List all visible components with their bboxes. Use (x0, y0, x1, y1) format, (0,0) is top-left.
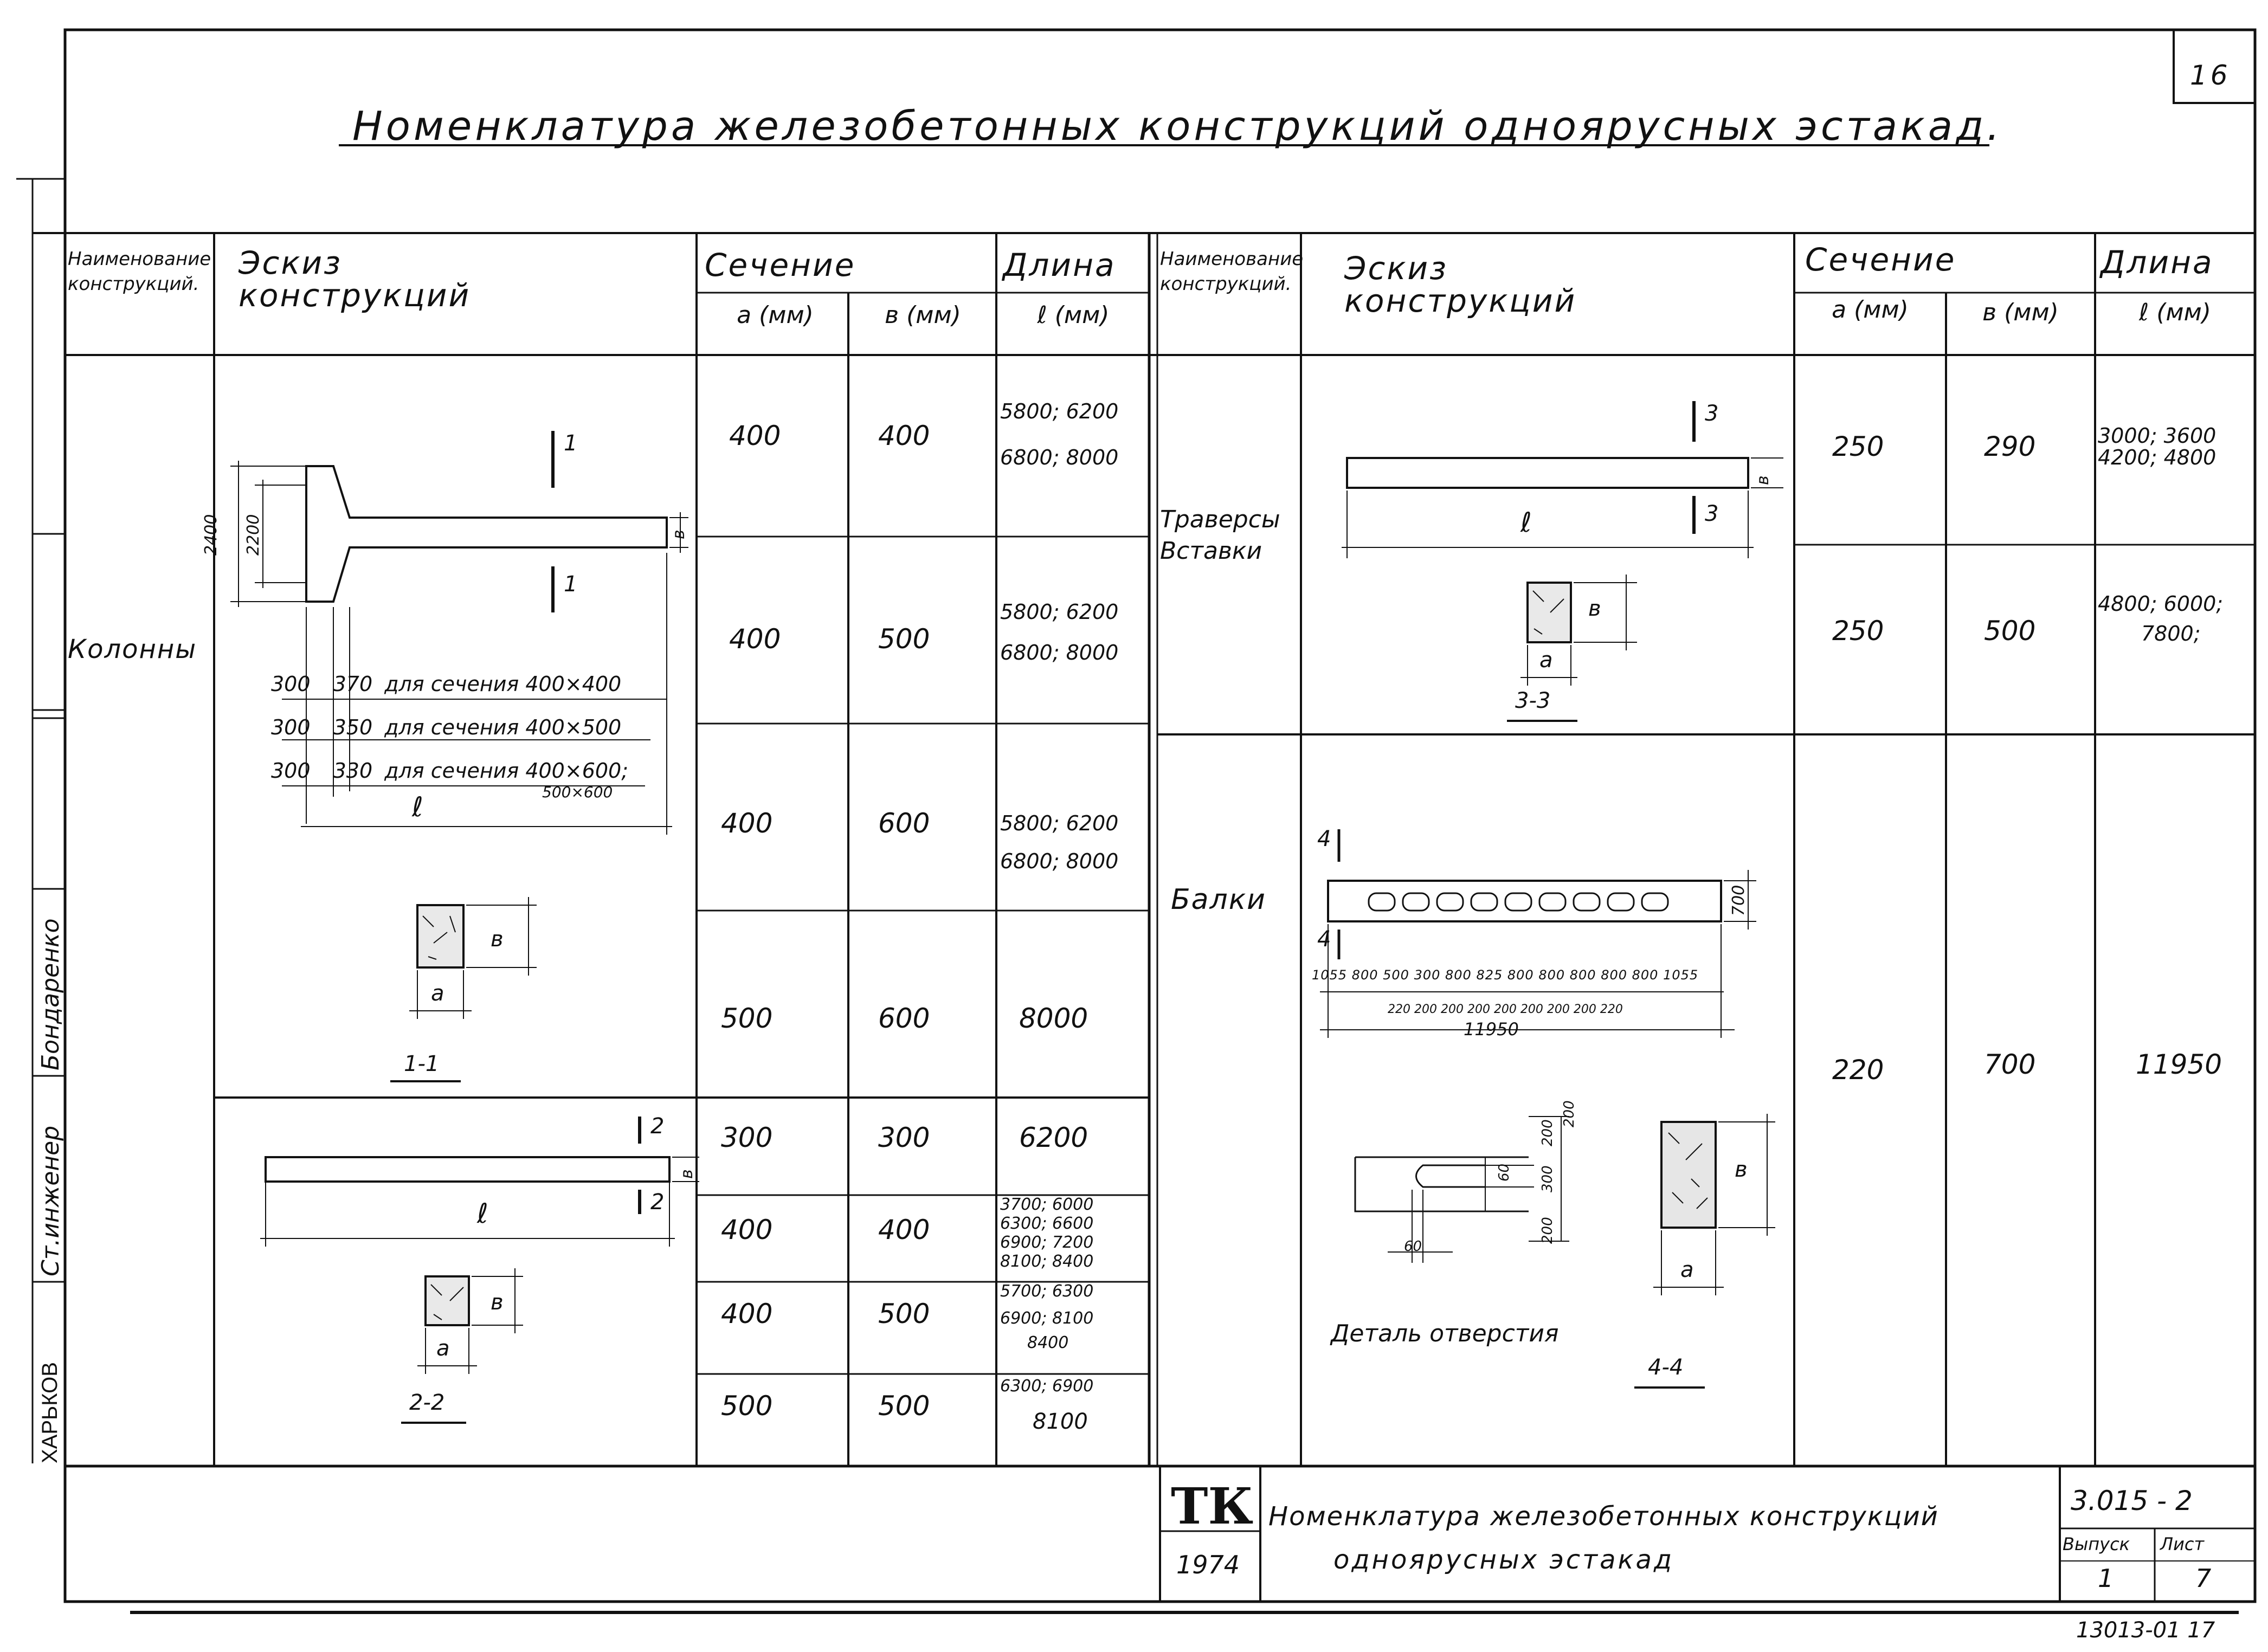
section-3-label: 3-3 (1515, 688, 1551, 713)
cut-mark-4-top: 4 (1317, 827, 1331, 851)
header-name-right: Наименование конструкций. (1160, 248, 1304, 295)
cell-a: 400 (729, 420, 781, 451)
cell-l: 3000; 3600 (2098, 424, 2217, 448)
dim-beam-height: 700 (1729, 885, 1748, 916)
note-text: для сечения 400×500 (384, 715, 622, 739)
header-sketch-left: Эскиз конструкций (239, 244, 471, 314)
cut-mark-2-bottom: 2 (650, 1190, 665, 1215)
tk-logo: ТК (1171, 1477, 1254, 1535)
header-name-left: Наименование конструкций. (68, 248, 211, 295)
cell-l: 4800; 6000; (2098, 592, 2224, 616)
header-section-left: Сечение (705, 247, 856, 283)
note-dim1: 300 (271, 759, 311, 783)
section-3-b: в (1588, 596, 1601, 621)
header-length-right: Длина (2101, 244, 2214, 281)
section-2-b: в (491, 1290, 504, 1315)
group-columns: Колонны (68, 634, 197, 664)
cell-a: 400 (721, 1214, 773, 1246)
group-traverse (1160, 504, 1280, 567)
detail-label: Деталь отверстия (1331, 1320, 1559, 1347)
cell-l: 5800; 6200 (1000, 811, 1119, 835)
traverse-sketch (1342, 401, 1783, 721)
cell-a: 250 (1832, 615, 1884, 647)
group-traverse-line2: Вставки (1160, 537, 1262, 565)
header-section-right: Сечение (1805, 241, 1956, 278)
note-dim2: 350 (333, 715, 373, 739)
note-dim1: 300 (271, 672, 311, 696)
header-a-right: а (мм) (1832, 296, 1909, 324)
note-text: для сечения 400×400 (384, 672, 622, 696)
cell-l: 6800; 8000 (1000, 446, 1119, 469)
cell-l: 7800; (2141, 622, 2201, 646)
dim-b-mark: в (669, 530, 688, 539)
cell-l: 5800; 6200 (1000, 399, 1119, 423)
cell-a: 300 (721, 1122, 773, 1153)
cut-mark-2-top: 2 (650, 1114, 665, 1139)
cell-b: 500 (878, 1390, 930, 1422)
cell-l: 6200 (1019, 1122, 1088, 1153)
beam-sketch (1320, 829, 1775, 1388)
detail-dim-60-bottom: 60 (1404, 1238, 1422, 1255)
cell-a: 500 (721, 1390, 773, 1422)
note-400x500 (271, 715, 621, 739)
group-traverse-line1: Траверсы (1160, 506, 1280, 533)
cell-l: 6900; 8100 (1000, 1309, 1094, 1328)
cell-l: 5800; 6200 (1000, 600, 1119, 624)
cell-b: 290 (1984, 431, 2036, 462)
section-2-a: а (436, 1336, 450, 1361)
page-title: Номенклатура железобетонных конструкций одноярусных эстакад. (352, 103, 2003, 150)
stamp-vypusk-label: Выпуск (2063, 1534, 2130, 1554)
cell-l: 6900; 7200 (1000, 1233, 1094, 1252)
detail-dim-200a: 200 (1539, 1119, 1556, 1146)
stamp-code: 3.015 - 2 (2071, 1485, 2193, 1517)
side-city: ХАРЬКОВ (38, 1362, 62, 1463)
cell-b: 400 (878, 420, 930, 451)
cell-l: 5700; 6300 (1000, 1282, 1094, 1301)
cell-b: 600 (878, 1003, 930, 1034)
stamp-year: 1974 (1176, 1550, 1240, 1579)
cell-l: 3700; 6000 (1000, 1195, 1094, 1214)
cell-b: 400 (878, 1214, 930, 1246)
cell-l: 8400 (1027, 1333, 1069, 1352)
cell-b: 500 (878, 623, 930, 655)
cell-l: 8100 (1033, 1409, 1088, 1434)
note-dim2: 330 (333, 759, 373, 783)
stamp-description-1: Номенклатура железобетонных конструкций (1268, 1501, 1939, 1532)
section-4-a: а (1680, 1257, 1694, 1282)
detail-dim-200b: 200 (1561, 1100, 1577, 1127)
cell-l: 6800; 8000 (1000, 849, 1119, 873)
dim-2200: 2200 (244, 514, 263, 556)
note-dim2: 370 (333, 672, 373, 696)
cell-b: 500 (878, 1298, 930, 1330)
header-length-left: Длина (1003, 247, 1116, 283)
section-4-label: 4-4 (1648, 1355, 1684, 1380)
dim-b-3: в (1754, 475, 1773, 485)
dim-l-3: ℓ (1520, 507, 1532, 538)
cell-l: 6300; 6600 (1000, 1214, 1094, 1233)
detail-dim-200c: 200 (1539, 1217, 1556, 1244)
cell-a: 400 (729, 623, 781, 655)
cell-l: 8100; 8400 (1000, 1252, 1094, 1271)
cell-a: 250 (1832, 431, 1884, 462)
dim-l: ℓ (412, 791, 423, 823)
cell-a: 500 (721, 1003, 773, 1034)
section-1-b: в (491, 927, 504, 952)
stamp-vypusk-value: 1 (2098, 1564, 2114, 1593)
dim-2400: 2400 (202, 514, 221, 556)
cut-mark-3-top: 3 (1705, 401, 1719, 426)
cell-a: 400 (721, 1298, 773, 1330)
side-role: Ст.инженер (37, 1125, 65, 1276)
note-text: для сечения 400×600; (384, 759, 629, 783)
cut-mark-4-bottom: 4 (1317, 927, 1331, 952)
column-sketch (230, 431, 688, 1081)
cell-l: 4200; 4800 (2098, 446, 2217, 469)
section-2-label: 2-2 (409, 1390, 445, 1415)
side-name: Бондаренко (37, 918, 65, 1070)
beam-dims-bottom: 220 200 200 200 200 200 200 200 220 (1388, 1003, 1623, 1016)
beam-dims-top: 1055 800 500 300 800 825 800 800 800 800 800 1055 (1312, 967, 1699, 983)
stamp-list-label: Лист (2160, 1534, 2205, 1554)
header-a-left: а (мм) (737, 301, 814, 329)
cell-l: 6300; 6900 (1000, 1377, 1094, 1396)
header-sketch-right: Эскиз конструкций (1344, 250, 1577, 319)
detail-dim-60: 60 (1496, 1163, 1512, 1182)
cell-b: 300 (878, 1122, 930, 1153)
cell-b: 700 (1984, 1049, 2036, 1080)
dim-l-2: ℓ (477, 1198, 488, 1229)
cell-l: 11950 (2136, 1049, 2222, 1080)
cut-mark-1-top: 1 (564, 431, 578, 456)
cell-l: 8000 (1019, 1003, 1088, 1034)
detail-dim-300: 300 (1539, 1165, 1556, 1192)
section-3-a: а (1539, 648, 1553, 673)
stamp-description-2: одноярусных эстакад (1333, 1545, 1674, 1575)
note-dim1: 300 (271, 715, 311, 739)
note-500x600: 500×600 (542, 783, 613, 801)
cell-b: 500 (1984, 615, 2036, 647)
dim-b-2: в (678, 1169, 697, 1179)
section-1-a: а (431, 981, 444, 1006)
cell-a: 220 (1832, 1054, 1884, 1086)
group-beams: Балки (1171, 883, 1266, 916)
beam-total: 11950 (1464, 1019, 1519, 1040)
cell-a: 400 (721, 808, 773, 839)
cut-mark-1-bottom: 1 (564, 572, 578, 597)
stamp-list-value: 7 (2195, 1564, 2212, 1593)
section-1-label: 1-1 (404, 1051, 440, 1076)
header-l-left: ℓ (мм) (1037, 301, 1110, 329)
sheet-number: 16 (2190, 60, 2231, 91)
column2-sketch (260, 1117, 699, 1423)
header-b-right: в (мм) (1982, 299, 2059, 326)
cell-l: 6800; 8000 (1000, 641, 1119, 664)
section-4-b: в (1735, 1157, 1748, 1182)
stamp-bottom-code: 13013-01 17 (2076, 1618, 2215, 1643)
cell-b: 600 (878, 808, 930, 839)
cut-mark-3-bottom: 3 (1705, 501, 1719, 526)
note-400x600 (271, 759, 628, 783)
note-400x400 (271, 672, 621, 696)
header-l-right: ℓ (мм) (2139, 299, 2211, 326)
header-b-left: в (мм) (885, 301, 961, 329)
